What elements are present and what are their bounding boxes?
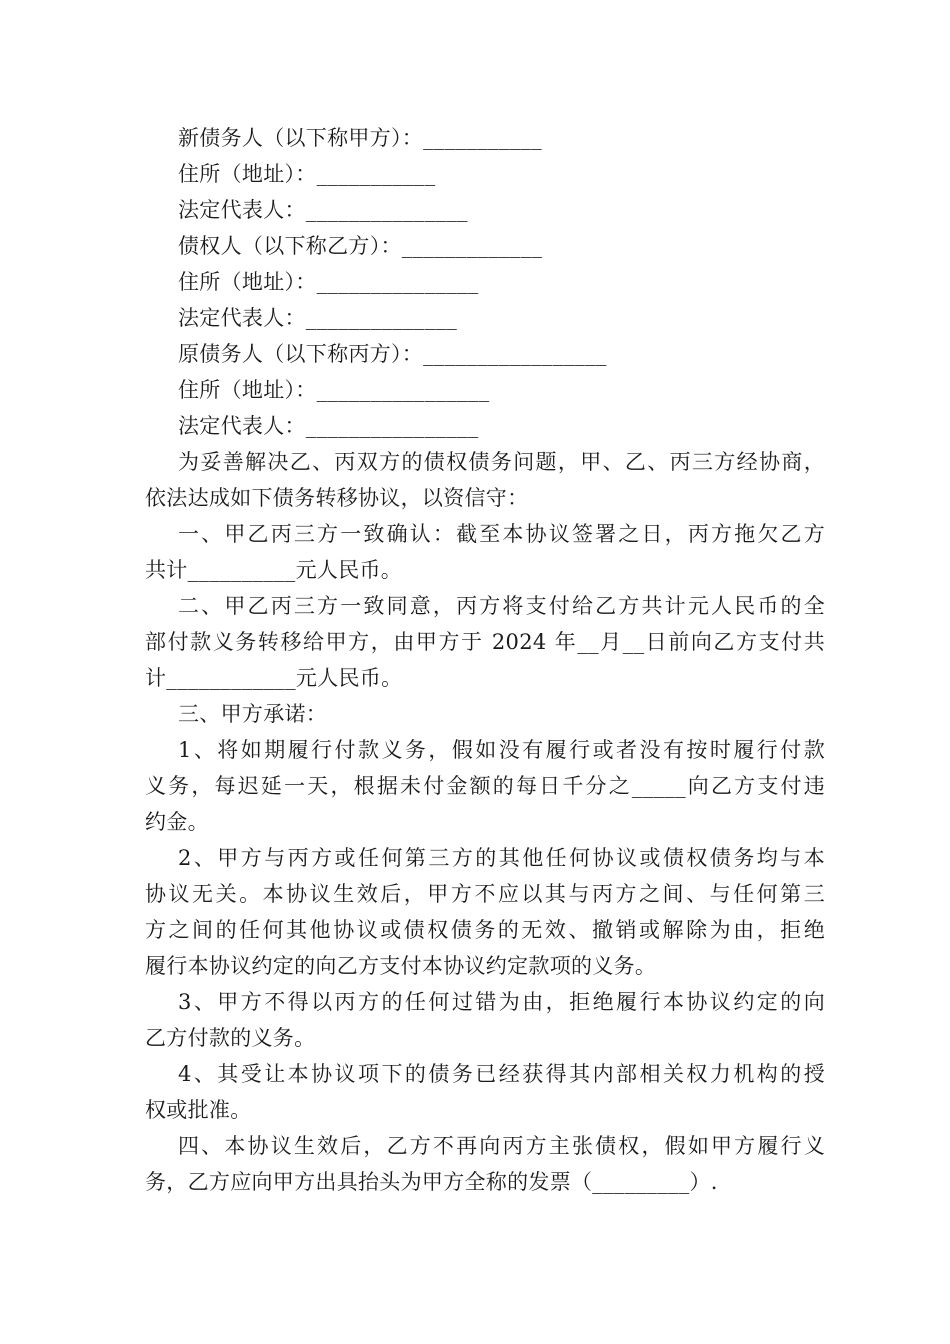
clause3-p1-line-2: 义务，每迟延一天，根据未付金额的每日千分之_____向乙方支付违 bbox=[145, 774, 825, 798]
clause3-p2-line-2: 协议无关。本协议生效后，甲方不应以其与丙方之间、与任何第三 bbox=[145, 882, 825, 906]
clause2-line-1: 二、甲乙丙三方一致同意，丙方将支付给乙方共计元人民币的全 bbox=[178, 594, 825, 618]
orig-debtor-rep-line: 法定代表人：________________ bbox=[178, 414, 479, 438]
clause4-line-1: 四、本协议生效后，乙方不再向丙方主张债权，假如甲方履行义 bbox=[178, 1134, 825, 1158]
clause3-p2-line-3: 方之间的任何其他协议或债权债务的无效、撤销或解除为由，拒绝 bbox=[145, 918, 825, 942]
clause2-line-3: 计____________元人民币。 bbox=[145, 666, 403, 690]
preamble-line-1: 为妥善解决乙、丙双方的债权债务问题，甲、乙、丙三方经协商， bbox=[178, 450, 825, 474]
clause3-heading: 三、甲方承诺： bbox=[178, 702, 328, 726]
creditor-line: 债权人（以下称乙方）：_____________ bbox=[178, 234, 543, 258]
preamble-line-2: 依法达成如下债务转移协议，以资信守： bbox=[145, 486, 529, 510]
clause3-p4-line-1: 4、其受让本协议项下的债务已经获得其内部相关权力机构的授 bbox=[178, 1062, 825, 1086]
clause3-p3-line-1: 3、甲方不得以丙方的任何过错为由，拒绝履行本协议约定的向 bbox=[178, 990, 825, 1014]
clause3-p2-line-4: 履行本协议约定的向乙方支付本协议约定款项的义务。 bbox=[145, 954, 657, 978]
clause1-line-1: 一、甲乙丙三方一致确认：截至本协议签署之日，丙方拖欠乙方 bbox=[178, 522, 825, 546]
clause3-p3-line-2: 乙方付款的义务。 bbox=[145, 1026, 316, 1050]
orig-debtor-line: 原债务人（以下称丙方）：_________________ bbox=[178, 342, 607, 366]
new-debtor-address-line: 住所（地址）：___________ bbox=[178, 162, 436, 186]
clause3-p2-line-1: 2、甲方与丙方或任何第三方的其他任何协议或债权债务均与本 bbox=[178, 846, 825, 870]
new-debtor-rep-line: 法定代表人：_______________ bbox=[178, 198, 468, 222]
creditor-rep-line: 法定代表人：______________ bbox=[178, 306, 457, 330]
clause3-p1-line-1: 1、将如期履行付款义务，假如没有履行或者没有按时履行付款 bbox=[178, 738, 825, 762]
clause2-line-2: 部付款义务转移给甲方，由甲方于 2024 年__月__日前向乙方支付共 bbox=[145, 630, 825, 654]
orig-debtor-address-line: 住所（地址）：________________ bbox=[178, 378, 490, 402]
clause3-p4-line-2: 权或批准。 bbox=[145, 1098, 252, 1122]
new-debtor-line: 新债务人（以下称甲方）：___________ bbox=[178, 126, 542, 150]
creditor-address-line: 住所（地址）：_______________ bbox=[178, 270, 479, 294]
clause4-line-2: 务，乙方应向甲方出具抬头为甲方全称的发票（_________）. bbox=[145, 1170, 718, 1194]
clause3-p1-line-3: 约金。 bbox=[145, 810, 209, 834]
clause1-line-2: 共计__________元人民币。 bbox=[145, 558, 403, 582]
